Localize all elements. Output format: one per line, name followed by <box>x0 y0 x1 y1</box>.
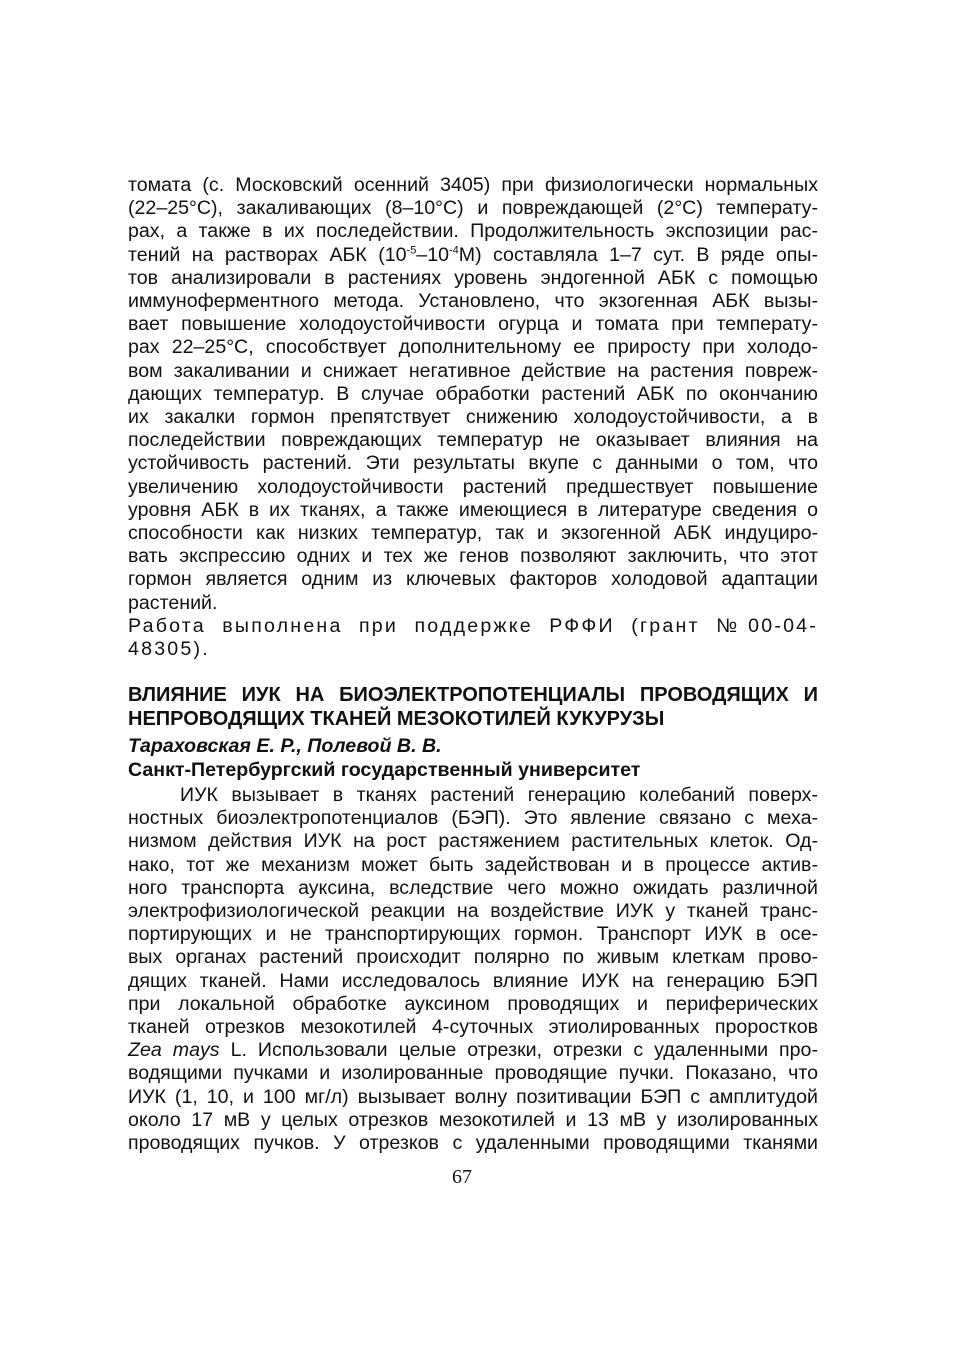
text-line-species: Zea mays L. Использовали целые отрезки, отрезки с удаленными про- <box>128 1039 818 1062</box>
text-line: рах, а также в их последействии. Продолжительность экспозиции рас- <box>128 220 818 243</box>
text-line: иммуноферментного метода. Установлено, что экзогенная АБК вызы- <box>128 290 818 313</box>
acknowledgement <box>128 615 818 661</box>
text-line: (22–25°С), закаливающих (8–10°С) и повреждающей (2°С) температу- <box>128 197 818 220</box>
title-line: НЕПРОВОДЯЩИХ ТКАНЕЙ МЕЗОКОТИЛЕЙ КУКУРУЗЫ <box>128 708 665 730</box>
text-line-with-superscripts: тений на растворах АБК $(10^{-5}-10^{-4}М)$ составляла 1–7 сут. В ряде опы- <box>128 243 818 266</box>
text-line: около 17 мВ у целых отрезков мезокотилей и 13 мВ у изолированных <box>128 1108 818 1131</box>
text-line: рах 22–25°С, способствует дополнительному ее приросту при холодо- <box>128 336 818 359</box>
article-title <box>128 683 818 731</box>
text-line: ностных биоэлектропотенциалов (БЭП). Это явление связано с меха- <box>128 807 818 830</box>
species-name: Zea mays <box>128 1039 220 1062</box>
text-line: ИУК вызывает в тканях растений генерацию колебаний поверх- <box>180 784 818 806</box>
text-line: электрофизиологической реакции на воздействие ИУК у тканей транс- <box>128 900 818 923</box>
text-line: вает повышение холодоустойчивости огурца и томата при температу- <box>128 313 818 336</box>
title-line: ВЛИЯНИЕ ИУК НА БИОЭЛЕКТРОПОТЕНЦИАЛЫ ПРОВОДЯЩИХ И <box>128 684 818 706</box>
text-line: при локальной обработке ауксином проводящих и периферических <box>128 992 818 1015</box>
text-line: способности как низких температур, так и экзогенной АБК индуциро- <box>128 522 818 545</box>
text-line: нако, тот же механизм может быть задействован и в процессе актив- <box>128 853 818 876</box>
paragraph-abk-results <box>128 174 818 661</box>
text-line: водящими пучками и изолированные проводящие пучки. Показано, что <box>128 1062 818 1085</box>
text-line: увеличению холодоустойчивости растений предшествует повышение <box>128 475 818 498</box>
text-line: растений. <box>128 591 218 614</box>
affiliation: Санкт-Петербургский государственный университет <box>128 759 641 781</box>
text-line: проводящих пучков. У отрезков с удаленными проводящими тканями <box>128 1132 818 1155</box>
text-line: низмом действия ИУК на рост растяжением растительных клеток. Од- <box>128 830 818 853</box>
text-line: вом закаливании и снижает негативное действие на растения повреж- <box>128 359 818 382</box>
text-line: портирующих и не транспортирующих гормон. Транспорт ИУК в осе- <box>128 923 818 946</box>
text-line: их закалки гормон препятствует снижению холодоустойчивости, а в <box>128 406 818 429</box>
text-line: устойчивость растений. Эти результаты вкупе с данными о том, что <box>128 452 818 475</box>
text-line: томата (с. Московский осенний 3405) при физиологически нормальных <box>128 174 818 196</box>
text-line: дающих температур. В случае обработки растений АБК по окончанию <box>128 382 818 405</box>
text-line: вых органах растений происходит полярно по живым клеткам прово- <box>128 946 818 969</box>
text-line: ИУК (1, 10, и 100 мг/л) вызывает волну позитивации БЭП с амплитудой <box>128 1085 818 1108</box>
text-line: тканей отрезков мезокотилей 4-суточных этиолированных проростков <box>128 1016 818 1039</box>
text-line: дящих тканей. Нами исследовалось влияние ИУК на генерацию БЭП <box>128 969 818 992</box>
page-number: 67 <box>452 1166 472 1188</box>
paragraph-iuk-abstract <box>128 784 818 1155</box>
text-line: последействии повреждающих температур не оказывает влияния на <box>128 429 818 452</box>
authors: Тараховская Е. Р., Полевой В. В. <box>128 735 442 757</box>
text-line: гормон является одним из ключевых факторов холодовой адаптации <box>128 568 818 591</box>
text-line: ного транспорта ауксина, вследствие чего можно ожидать различной <box>128 876 818 899</box>
text-line: тов анализировали в растениях уровень эндогенной АБК с помощью <box>128 266 818 289</box>
ack-line: Работа выполнена при поддержке РФФИ (грант №00-04- <box>128 614 818 637</box>
ack-line: 48305). <box>128 638 210 661</box>
text-line: вать экспрессию одних и тех же генов позволяют заключить, что этот <box>128 545 818 568</box>
text-line: уровня АБК в их тканях, а также имеющиеся в литературе сведения о <box>128 498 818 521</box>
